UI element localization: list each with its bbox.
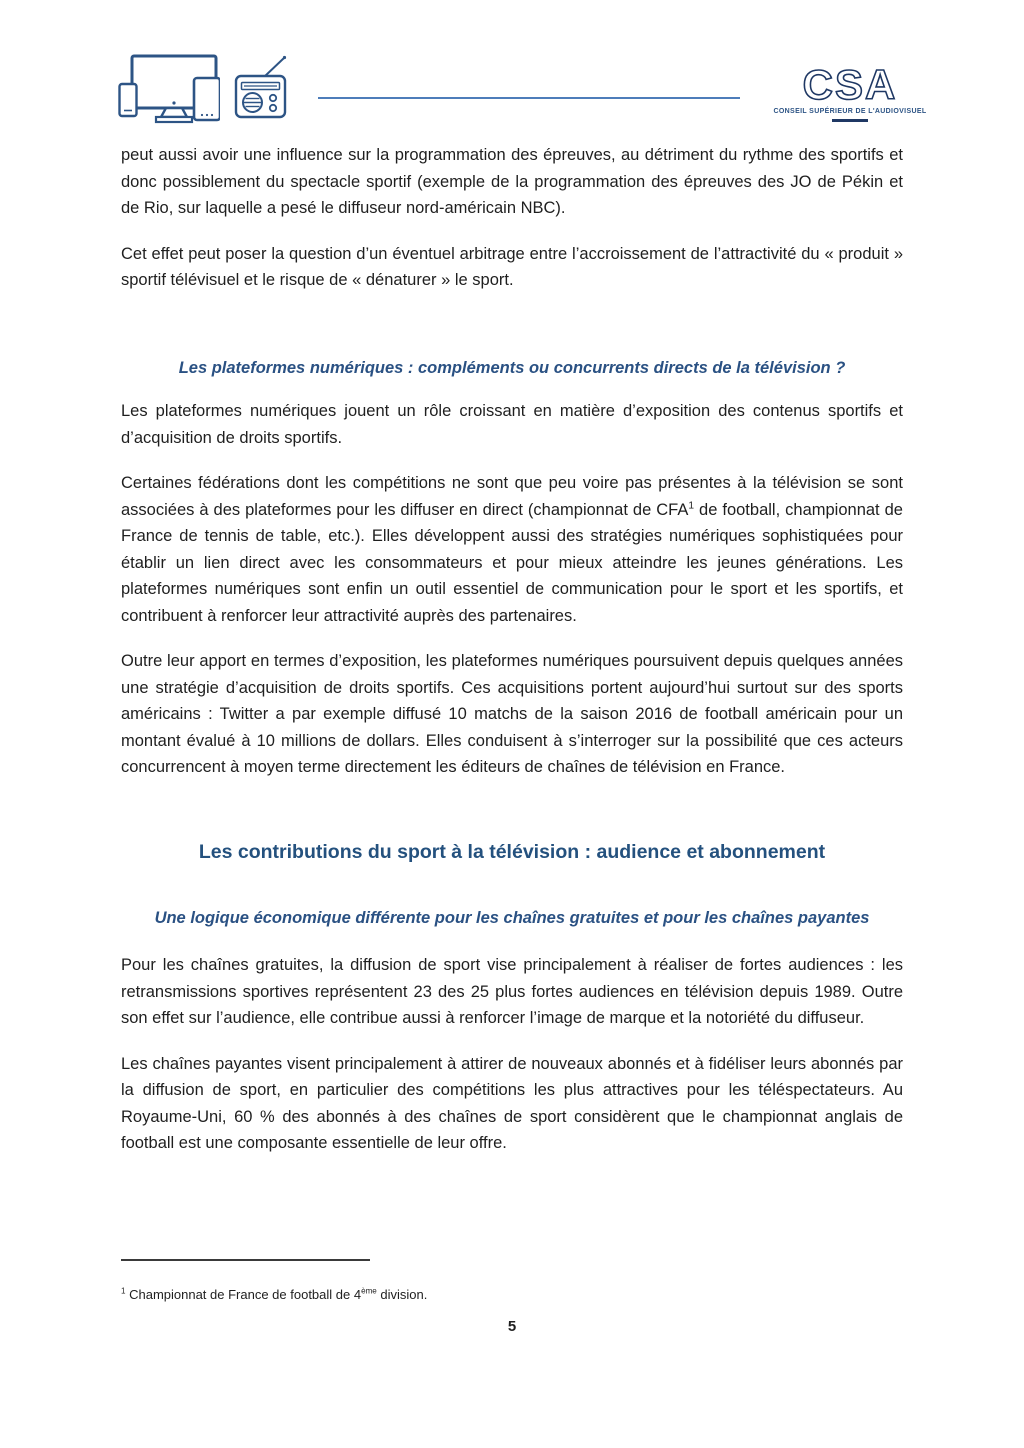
footnote-marker: 1 (121, 1286, 126, 1296)
footnote-text: division. (376, 1287, 428, 1302)
radio-icon (234, 54, 288, 124)
subheading-logique-economique: Une logique économique différente pour les chaînes gratuites et pour les chaînes payantes (154, 908, 870, 927)
footnote-reference-1: 1 (688, 500, 695, 511)
paragraph-chaines-payantes: Les chaînes payantes visent principalement à attirer de nouveaux abonnés et à fidéliser leurs abonnés par la diffusion de sport, en particulier des compétitions les plus attractives pour les téléspectateurs. Au Royaume-Uni, 60 % des abonnés à des chaînes de sport considèrent que le championnat anglais de football est une composante essentielle de leur offre. (121, 1054, 903, 1152)
devices-icon (118, 54, 220, 124)
paragraph-role-croissant: Les plateformes numériques jouent un rôle croissant en matière d’exposition des contenus sportifs et d’acquisition de droits sportifs. (121, 402, 903, 447)
footnote-separator (121, 1259, 370, 1261)
footnote-text: Championnat de France de football de 4 (125, 1287, 362, 1302)
header-divider (318, 97, 740, 99)
paragraph-programmation: peut aussi avoir une influence sur la programmation des épreuves, au détriment du rythme des sportifs et donc possiblement du spectacle sportif (exemple de la programmation des épreuves des JO de Pékin et de Rio, sur laquelle a pesé le diffuseur nord-américain NBC). (121, 146, 903, 217)
paragraph-arbitrage: Cet effet peut poser la question d’un éventuel arbitrage entre l’accroissement de l’attractivité du « produit » sportif télévisuel et le risque de « dénaturer » le sport. (121, 244, 903, 289)
paragraph-text: Certaines fédérations dont les compétitions ne sont que peu voire pas présentes à la télévision se sont associées à des plateformes pour les diffuser en direct (championnat de CFA (121, 474, 903, 519)
footnote-ordinal-suffix: ème (361, 1286, 377, 1296)
footnote-1 (121, 1286, 427, 1304)
paragraph-acquisition-droits: Outre leur apport en termes d’exposition, les plateformes numériques poursuivent depuis quelques années une stratégie d’acquisition de droits sportifs. Ces acquisitions portent aujourd’hui surtout sur des sports américains : Twitter a par exemple diffusé 10 matchs de la saison 2016 de football américain pour un montant évalué à 10 millions de dollars. Elles conduisent à s’interroger sur la possibilité que ces acteurs concurrencent à moyen terme directement les éditeurs de chaînes de télévision en France. (121, 652, 903, 776)
csa-logo-text: CSA (802, 62, 898, 106)
header-icons (118, 54, 288, 124)
csa-logo-mark (770, 62, 930, 106)
paragraph-text: de football, championnat de France de tennis de table, etc.). Elles développent aussi des stratégies numériques sophistiquées pour établir un lien direct avec les consommateurs et pour mieux atteindre les jeunes générations. Les plateformes numériques sont enfin un outil essentiel de communication pour le sport et les sportifs, et contribuent à renforcer leur attractivité auprès des partenaires. (121, 500, 903, 625)
csa-logo-caption: CONSEIL SUPÉRIEUR DE L'AUDIOVISUEL (773, 108, 927, 115)
document-body (121, 142, 903, 1176)
subheading-plateformes-numeriques: Les plateformes numériques : compléments ou concurrents directs de la télévision ? (178, 358, 846, 377)
heading-contributions: Les contributions du sport à la télévision : audience et abonnement (198, 840, 826, 863)
paragraph-chaines-gratuites: Pour les chaînes gratuites, la diffusion de sport vise principalement à réaliser de fortes audiences : les retransmissions sportives représentent 23 des 25 plus fortes audiences en télévision depuis 1989. Outre son effet sur l’audience, elle contribue aussi à renforcer l’image de marque et la notoriété du diffuseur. (121, 956, 903, 1027)
page-number: 5 (507, 1318, 517, 1335)
csa-logo (770, 62, 930, 122)
csa-logo-underline (832, 119, 868, 122)
paragraph-federations (121, 470, 903, 629)
